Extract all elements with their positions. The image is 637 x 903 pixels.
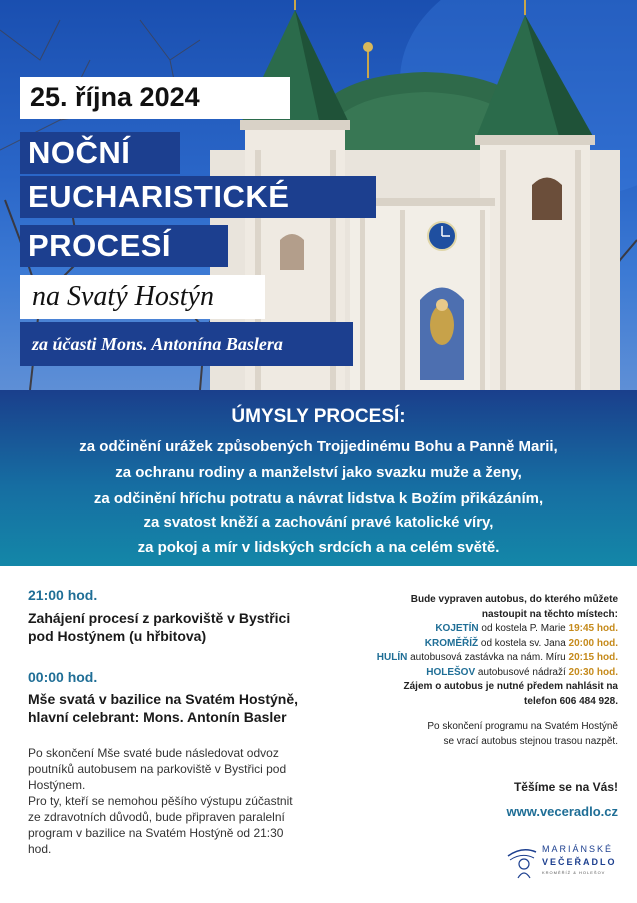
intention-line: za pokoj a mír v lidských srdcích a na celém světě. (137, 539, 500, 556)
stop-place: od kostela sv. Jana (478, 637, 569, 649)
event-line: pod Hostýnem (u hřbitova) (28, 628, 207, 644)
logo-line-3: KROMĚŘÍŽ & HOLEŠOV (542, 870, 606, 875)
logo-line-2: VEČEŘADLO (542, 857, 617, 867)
note-line: program v bazilice na Svatém Hostýně od 21:30 (28, 826, 284, 840)
event-line: hlavní celebrant: Mons. Antonín Basler (28, 709, 287, 725)
bus-booking-line: telefon 606 484 928. (524, 695, 618, 707)
bus-return (427, 720, 618, 749)
date-banner (20, 77, 290, 119)
bus-intro-line: Bude vypraven autobus, do kterého můžete (410, 594, 618, 605)
title-line-1: NOČNÍ (20, 132, 180, 174)
intentions-heading: ÚMYSLY PROCESÍ: (231, 406, 406, 427)
veceradlo-logo-icon (502, 842, 542, 882)
note-line: Hostýnem. (28, 778, 86, 792)
logo-line-1: MARIÁNSKÉ (542, 844, 614, 854)
intention-line: za odčinění urážek způsobených Trojjedinému Bohu a Panně Marii, (79, 438, 558, 455)
event-line: Mše svatá v bazilice na Svatém Hostýně, (28, 691, 299, 707)
title-line-2: EUCHARISTICKÉ (20, 176, 376, 218)
stop-time: 20:30 hod. (568, 666, 618, 678)
bus-return-line: se vrací autobus stejnou trasou nazpět. (443, 735, 618, 747)
note-line: poutníků autobusem na parkoviště v Bystřici pod (28, 762, 287, 776)
bus-stop-3 (377, 651, 618, 666)
stop-town: KROMĚŘÍŽ (424, 637, 479, 649)
subtitle: na Svatý Hostýn (32, 281, 214, 312)
program-note (28, 745, 320, 857)
stop-place: autobusové nádraží (475, 666, 569, 678)
hero-photo (0, 0, 637, 390)
note-line: ze zdravotních důvodů, bude připraven paralelní (28, 810, 285, 824)
bus-return-line: Po skončení programu na Svatém Hostýně (427, 721, 618, 732)
note-line: hod. (28, 842, 52, 856)
bus-booking-line: Zájem o autobus je nutné předem nahlásit na (403, 681, 618, 692)
stop-time: 20:00 hod. (568, 637, 618, 649)
website-link[interactable]: www.veceradlo.cz (506, 804, 618, 819)
stop-town: KOJETÍN (435, 623, 479, 634)
stop-town: HULÍN (376, 652, 408, 663)
schedule-event-2 (28, 690, 328, 726)
note-line: Pro ty, kteří se nemohou pěšího výstupu zúčastnit (28, 794, 293, 808)
organizer-logo (502, 838, 622, 888)
guest-text: za účasti Mons. Antonína Baslera (32, 334, 283, 354)
stop-time: 19:45 hod. (568, 623, 618, 634)
event-date: 25. října 2024 (30, 82, 200, 112)
bus-stop-4 (377, 666, 618, 681)
guest-banner (20, 322, 353, 366)
stop-place: od kostela P. Marie (478, 623, 569, 634)
schedule-time-1: 21:00 hod. (28, 587, 98, 603)
stop-time: 20:15 hod. (568, 652, 618, 663)
schedule-time-2: 00:00 hod. (28, 669, 98, 685)
stop-town: HOLEŠOV (426, 666, 476, 678)
title-line-3: PROCESÍ (20, 225, 228, 267)
subtitle-banner (20, 275, 265, 319)
bus-stop-2 (377, 637, 618, 652)
bus-info (377, 593, 618, 709)
intentions-band (0, 390, 637, 566)
intention-line: za ochranu rodiny a manželství jako svazku muže a ženy, (115, 464, 522, 481)
stop-place: autobusová zastávka na nám. Míru (407, 652, 569, 663)
schedule-event-1 (28, 609, 328, 645)
note-line: Po skončení Mše svaté bude následovat odvoz (28, 746, 279, 760)
bus-intro-line: nastoupit na těchto místech: (481, 608, 618, 620)
intention-line: za odčinění hříchu potratu a návrat lidstva k Božím přikázáním, (93, 490, 544, 507)
thanks-text: Těšíme se na Vás! (513, 780, 618, 794)
bus-stop-1 (377, 622, 618, 637)
intention-line: za svatost kněží a zachování pravé katolické víry, (143, 514, 494, 531)
event-line: Zahájení procesí z parkoviště v Bystřici (28, 610, 291, 626)
